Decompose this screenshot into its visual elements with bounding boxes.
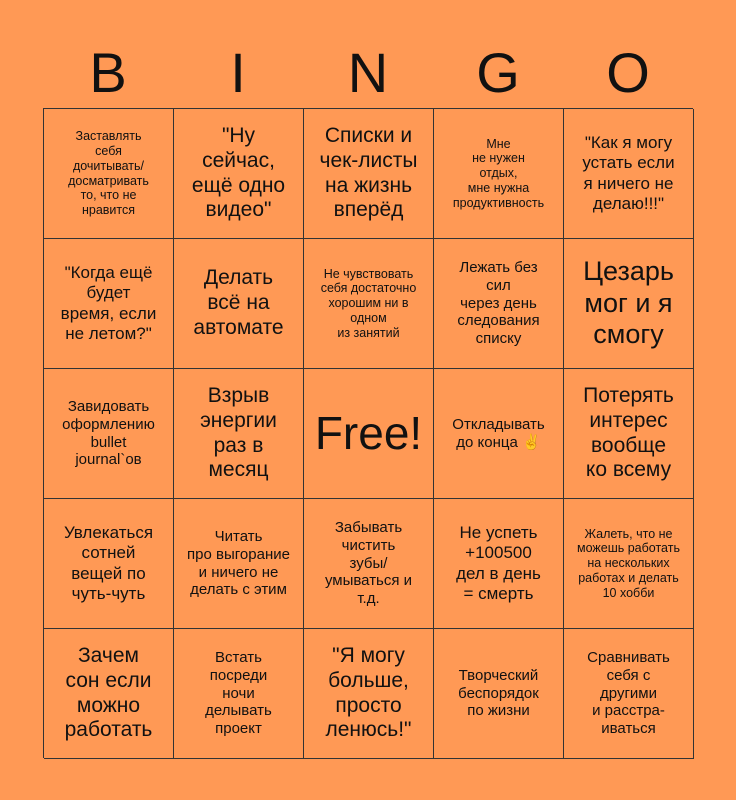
bingo-board [43, 108, 693, 758]
bingo-cell[interactable]: Встать посреди ночи делывать проект [174, 629, 304, 759]
header-letter-n: N [347, 41, 389, 104]
bingo-cell[interactable]: "Я могу больше, просто ленюсь!" [304, 629, 434, 759]
bingo-cell[interactable]: Заставлять себя дочитывать/ досматривать то, что не нравится [44, 109, 174, 239]
bingo-cell[interactable]: Читать про выгорание и ничего не делать с этим [174, 499, 304, 629]
bingo-header [43, 40, 693, 106]
free-space-cell[interactable]: Free! [304, 369, 434, 499]
bingo-cell[interactable]: Завидовать оформлению bullet journal`ов [44, 369, 174, 499]
bingo-cell[interactable]: "Ну сейчас, ещё одно видео" [174, 109, 304, 239]
header-letter-g: G [476, 41, 520, 104]
bingo-cell[interactable]: Жалеть, что не можешь работать на нескольких работах и делать 10 хобби [564, 499, 694, 629]
bingo-cell[interactable]: Взрыв энергии раз в месяц [174, 369, 304, 499]
bingo-cell[interactable]: Цезарь мог и я смогу [564, 239, 694, 369]
bingo-cell[interactable]: "Когда ещё будет время, если не летом?" [44, 239, 174, 369]
bingo-cell[interactable]: Зачем сон если можно работать [44, 629, 174, 759]
bingo-cell[interactable]: Увлекаться сотней вещей по чуть-чуть [44, 499, 174, 629]
bingo-cell[interactable]: Потерять интерес вообще ко всему [564, 369, 694, 499]
bingo-cell[interactable]: Не чувствовать себя достаточно хорошим ни в одном из занятий [304, 239, 434, 369]
bingo-cell[interactable]: Делать всё на автомате [174, 239, 304, 369]
bingo-cell[interactable]: Откладывать до конца ✌ [434, 369, 564, 499]
bingo-cell[interactable]: Забывать чистить зубы/ умываться и т.д. [304, 499, 434, 629]
bingo-cell[interactable]: "Как я могу устать если я ничего не делаю!!!" [564, 109, 694, 239]
bingo-cell[interactable]: Творческий беспорядок по жизни [434, 629, 564, 759]
bingo-cell[interactable]: Списки и чек-листы на жизнь вперёд [304, 109, 434, 239]
header-letter-b: B [89, 41, 127, 104]
header-letter-o: O [606, 41, 650, 104]
bingo-cell[interactable]: Мне не нужен отдых, мне нужна продуктивность [434, 109, 564, 239]
bingo-cell[interactable]: Сравнивать себя с другими и расстра- иваться [564, 629, 694, 759]
bingo-cell[interactable]: Не успеть +100500 дел в день = смерть [434, 499, 564, 629]
bingo-cell[interactable]: Лежать без сил через день следования списку [434, 239, 564, 369]
header-letter-i: I [230, 41, 246, 104]
